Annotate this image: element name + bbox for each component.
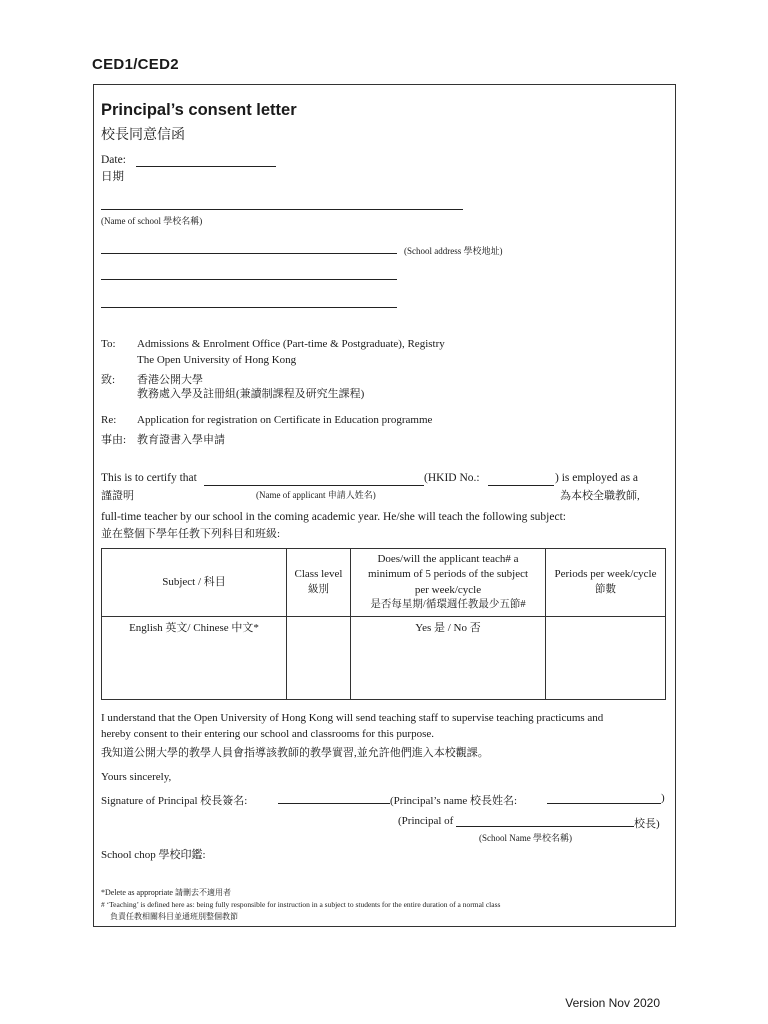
school-chop-label: School chop 學校印鑑: [101,849,206,861]
document-code: CED1/CED2 [92,56,179,73]
applicant-name-field[interactable] [204,485,424,486]
header-subject: Subject / 科目 [102,549,287,617]
to-line-2: The Open University of Hong Kong [137,354,297,366]
cell-yes-no[interactable]: Yes 是 / No 否 [351,617,546,700]
date-label-zh: 日期 [101,171,124,183]
re-text-zh: 教育證書入學申請 [137,434,225,446]
header-periods-per-week [546,549,666,617]
certify-prefix-zh: 謹證明 [101,490,134,502]
principal-name-label: (Principal’s name 校長姓名: [390,795,518,807]
school-name-field[interactable] [101,209,463,210]
school-address-label: (School address 學校地址) [404,246,503,256]
re-label: Re: [101,414,117,426]
principal-of-label: (Principal of [398,815,454,827]
hkid-label: (HKID No.: [424,472,480,484]
principal-name-field[interactable] [547,803,661,804]
fulltime-text-zh: 並在整個下學年任教下列科目和班級: [101,528,281,540]
to-label: To: [101,338,116,350]
header-class-level [287,549,351,617]
note-teaching: # ‘Teaching’ is defined here as: being fully responsible for instruction in a subject to students for the entire duration of a normal class [101,900,501,909]
header-class-level-en: Class level [294,568,343,581]
school-address-field-3[interactable] [101,307,397,308]
note-teaching-zh: 負責任教相關科目並通班別整個教節 [110,912,238,921]
date-field[interactable] [136,166,276,167]
cell-periods-per-week[interactable] [546,617,666,700]
principal-of-suffix: 校長) [634,818,660,830]
to-line-2-zh: 教務處入學及註冊組(兼讀制課程及研究生課程) [137,388,365,400]
to-label-zh: 致: [101,374,116,386]
understand-line-1: I understand that the Open University of Hong Kong will send teaching staff to supervise teaching practicums and [101,712,604,724]
applicant-label: (Name of applicant 申請人姓名) [256,490,376,500]
letter-title-zh: 校長同意信函 [101,128,185,143]
employed-text-zh: 為本校全職教師, [560,490,640,502]
header-min-periods [351,549,546,617]
version-label: Version Nov 2020 [565,996,660,1010]
re-text: Application for registration on Certificate in Education programme [137,414,433,426]
signature-label: Signature of Principal 校長簽名: [101,795,248,807]
fulltime-text: full-time teacher by our school in the coming academic year. He/she will teach the following subject: [101,511,566,523]
understand-line-2: hereby consent to their entering our school and classrooms for this purpose. [101,728,434,740]
school-address-field-2[interactable] [101,279,397,280]
header-periods-per-week-en: Periods per week/cycle [554,568,657,581]
date-label: Date: [101,154,126,166]
header-min-periods-1: Does/will the applicant teach# a [377,553,519,566]
employed-text: ) is employed as a [555,472,639,484]
certify-prefix: This is to certify that [101,472,197,484]
header-min-periods-zh: 是否每星期/循環週任教最少五節# [370,599,526,611]
school-name-label: (Name of school 學校名稱) [101,216,203,226]
subject-table [101,548,666,700]
school-name-small-label: (School Name 學校名稱) [479,833,572,843]
understand-zh: 我知道公開大學的教學人員會指導該教師的教學實習,並允許他們進入本校觀課。 [101,747,489,759]
header-periods-per-week-zh: 節數 [595,583,616,595]
yours-sincerely: Yours sincerely, [101,771,172,783]
cell-class-level[interactable] [287,617,351,700]
school-address-field-1[interactable] [101,253,397,254]
principal-of-field[interactable] [456,826,634,827]
note-delete: *Delete as appropriate 請刪去不適用者 [101,888,231,897]
principal-name-close: ) [661,792,665,804]
hkid-field[interactable] [488,485,554,486]
to-line-1: Admissions & Enrolment Office (Part-time & Postgraduate), Registry [137,338,445,350]
to-line-1-zh: 香港公開大學 [137,374,203,386]
header-min-periods-3: per week/cycle [414,583,482,596]
header-class-level-zh: 級別 [308,583,329,595]
table-header-row [102,549,666,617]
re-label-zh: 事由: [101,434,127,446]
header-min-periods-2: minimum of 5 periods of the subject [367,568,529,581]
letter-title: Principal’s consent letter [101,101,297,119]
table-row [102,617,666,700]
signature-field[interactable] [278,803,390,804]
cell-subject: English 英文/ Chinese 中文* [102,617,287,700]
